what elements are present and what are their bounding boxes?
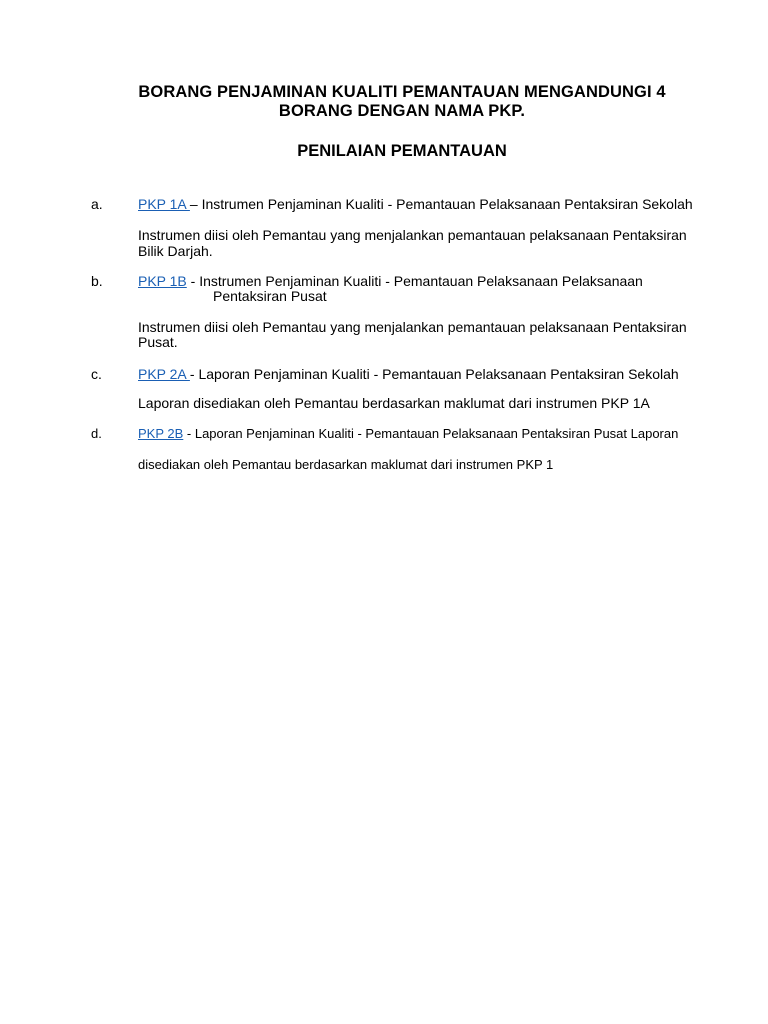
item-b-description-line-1: Instrumen diisi oleh Pemantau yang menjalankan pemantauan pelaksanaan Pentaksiran [138, 319, 687, 335]
list-marker-b: b. [91, 273, 103, 289]
document-title-line-1: BORANG PENJAMINAN KUALITI PEMANTAUAN MENGANDUNGI 4 [138, 83, 666, 101]
item-b-heading-line-2: Pentaksiran Pusat [213, 288, 327, 304]
link-pkp-1b[interactable]: PKP 1B [138, 273, 187, 289]
item-c-heading-text: - Laporan Penjaminan Kualiti - Pemantauan Pelaksanaan Pentaksiran Sekolah [189, 366, 679, 382]
item-b-description-line-2: Pusat. [138, 334, 178, 350]
link-pkp-1a[interactable]: PKP 1A [138, 196, 190, 212]
item-d-description-line-1: disediakan oleh Pemantau berdasarkan maklumat dari instrumen PKP 1 [138, 457, 554, 472]
item-a-heading [138, 196, 693, 212]
item-a-description-line-2: Bilik Darjah. [138, 243, 213, 259]
item-b-heading [138, 273, 643, 289]
link-pkp-2b[interactable]: PKP 2B [138, 426, 184, 441]
document-subtitle: PENILAIAN PEMANTAUAN [297, 142, 507, 160]
item-a-description-line-1: Instrumen diisi oleh Pemantau yang menjalankan pemantauan pelaksanaan Pentaksiran [138, 227, 687, 243]
item-d-heading [138, 426, 678, 442]
list-marker-d: d. [91, 426, 102, 441]
item-c-description-line-1: Laporan disediakan oleh Pemantau berdasarkan maklumat dari instrumen PKP 1A [138, 395, 650, 411]
item-b-heading-text: - Instrumen Penjaminan Kualiti - Pemantauan Pelaksanaan Pelaksanaan [186, 273, 643, 289]
item-d-heading-text: - Laporan Penjaminan Kualiti - Pemantauan Pelaksanaan Pentaksiran Pusat Laporan [183, 426, 679, 441]
link-pkp-2a[interactable]: PKP 2A [138, 366, 190, 382]
document-title-line-2: BORANG DENGAN NAMA PKP. [278, 102, 526, 120]
list-marker-a: a. [91, 196, 103, 212]
item-c-heading [138, 366, 679, 382]
list-marker-c: c. [91, 366, 102, 382]
item-a-heading-text: – Instrumen Penjaminan Kualiti - Pemantauan Pelaksanaan Pentaksiran Sekolah [189, 196, 693, 212]
